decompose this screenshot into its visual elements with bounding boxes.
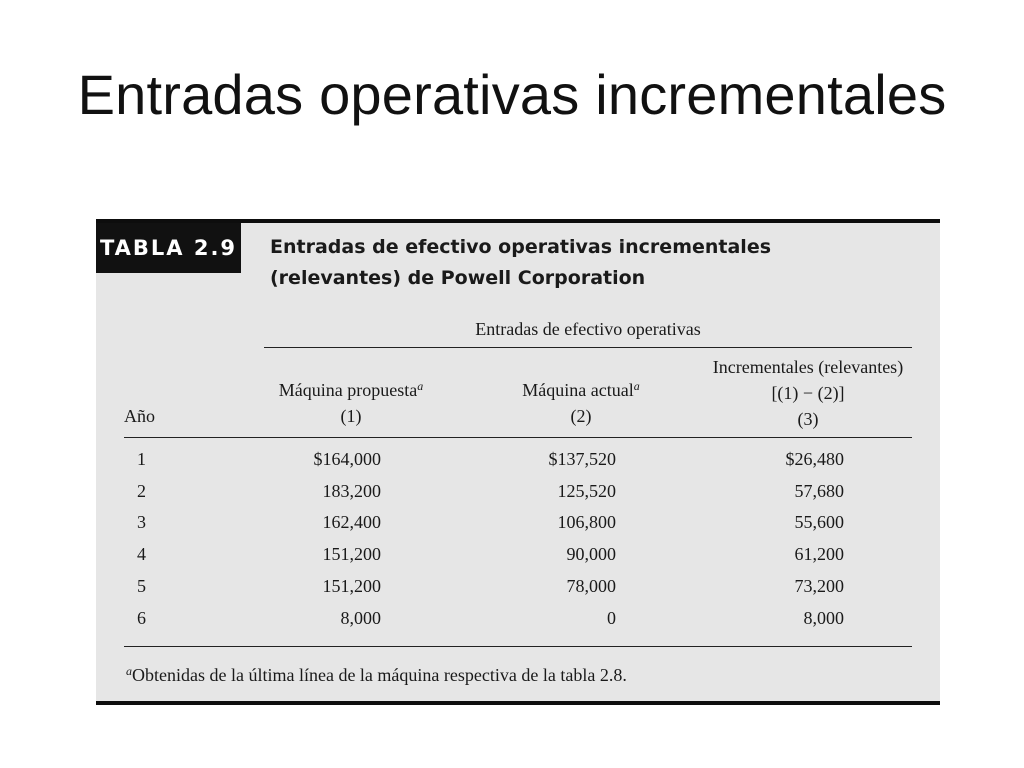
incremental-cell: 55,600 <box>794 512 844 532</box>
current-cell: 0 <box>607 608 616 628</box>
proposed-header-label: Máquina propuesta <box>278 380 418 400</box>
caption-line-1: Entradas de efectivo operativas incrementales <box>270 236 772 258</box>
incremental-header-formula: [(1) − (2)] <box>771 383 845 403</box>
incremental-cell: 57,680 <box>794 481 844 501</box>
footnote-marker: a <box>633 379 640 393</box>
column-header-current <box>476 377 686 429</box>
footnote <box>126 665 627 686</box>
footnote-text: Obtenidas de la última línea de la máquina respectiva de la tabla 2.8. <box>132 665 627 685</box>
year-cell: 6 <box>137 608 146 628</box>
proposed-cell: 8,000 <box>340 608 381 628</box>
incremental-cell: 73,200 <box>794 576 844 596</box>
table-bottom-rule <box>124 646 912 647</box>
incremental-header-label: Incrementales (relevantes) <box>712 357 904 377</box>
column-header-incremental <box>686 354 930 432</box>
proposed-cell: 183,200 <box>322 481 381 501</box>
current-cell: $137,520 <box>548 449 616 469</box>
proposed-cell: 151,200 <box>322 576 381 596</box>
group-header-rule <box>264 347 912 348</box>
incremental-cell: 61,200 <box>794 544 844 564</box>
header-bottom-rule <box>124 437 912 438</box>
year-cell: 2 <box>137 481 146 501</box>
year-cell: 3 <box>137 512 146 532</box>
year-cell: 5 <box>137 576 146 596</box>
page-title: Entradas operativas incrementales <box>77 63 947 126</box>
current-cell: 106,800 <box>557 512 616 532</box>
group-header: Entradas de efectivo operativas <box>475 319 701 339</box>
proposed-cell: $164,000 <box>313 449 381 469</box>
current-header-label: Máquina actual <box>522 380 634 400</box>
year-cell: 1 <box>137 449 146 469</box>
proposed-cell: 151,200 <box>322 544 381 564</box>
current-header-number: (2) <box>570 406 592 426</box>
table-label: TABLA 2.9 <box>96 223 241 273</box>
footnote-marker: a <box>417 379 424 393</box>
year-header-label: Año <box>124 406 155 426</box>
incremental-cell: 8,000 <box>803 608 844 628</box>
incremental-cell: $26,480 <box>785 449 844 469</box>
proposed-header-number: (1) <box>340 406 362 426</box>
current-cell: 78,000 <box>566 576 616 596</box>
caption-line-2: (relevantes) de Powell Corporation <box>270 267 646 289</box>
table-caption <box>270 232 830 294</box>
proposed-cell: 162,400 <box>322 512 381 532</box>
column-header-proposed <box>236 377 466 429</box>
column-header-year <box>124 403 164 429</box>
footnote-marker: a <box>126 664 132 678</box>
table-panel <box>96 219 940 705</box>
year-cell: 4 <box>137 544 146 564</box>
incremental-header-number: (3) <box>797 409 819 429</box>
current-cell: 125,520 <box>557 481 616 501</box>
current-cell: 90,000 <box>566 544 616 564</box>
